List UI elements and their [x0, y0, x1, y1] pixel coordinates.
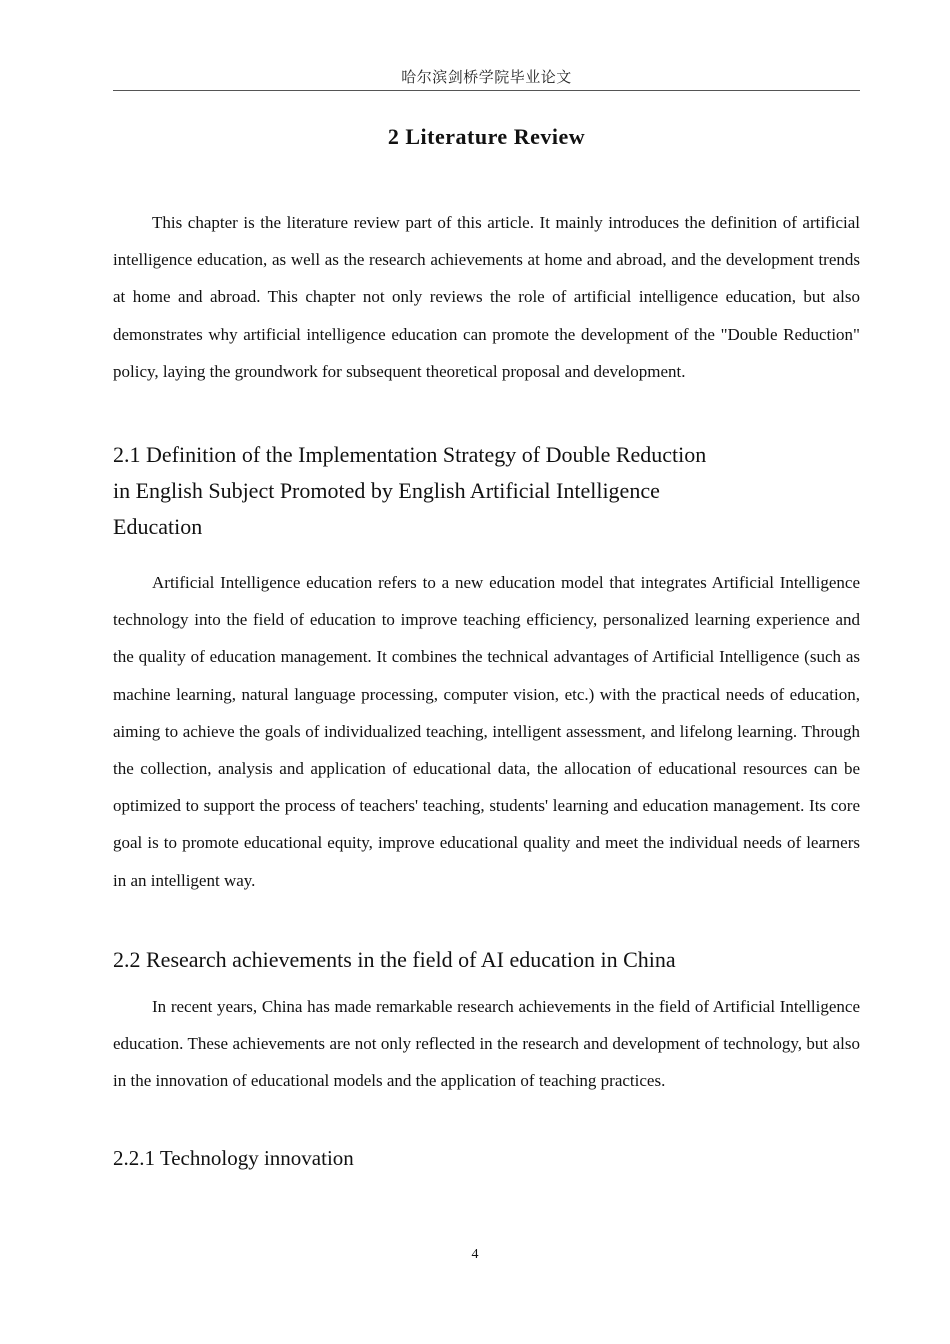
- page-number: 4: [471, 1247, 479, 1262]
- section-2-1-paragraph: Artificial Intelligence education refers to a new education model that integrates Artificial Intelligence technology into the field of education to improve teaching efficiency, personalized learning experience and the quality of education management. It combines the technical advantages of Artificial Intelligence (such as machine learning, natural language processing, computer vision, etc.) with the practical needs of education, aiming to achieve the goals of individualized teaching, intelligent assessment, and lifelong learning. Through the collection, analysis and application of educational data, the allocation of educational resources can be optimized to support the process of teachers' teaching, students' learning and education management. Its core goal is to promote educational equity, improve educational quality and meet the individual needs of learners in an intelligent way.: [113, 573, 860, 890]
- chapter-title: 2 Literature Review: [387, 124, 586, 149]
- section-2-1-heading: [113, 437, 793, 545]
- header-divider: [113, 90, 860, 91]
- section-2-2-heading: 2.2 Research achievements in the field of AI education in China: [113, 947, 676, 972]
- section-2-2-1-heading: 2.2.1 Technology innovation: [113, 1146, 354, 1170]
- intro-paragraph: This chapter is the literature review part of this article. It mainly introduces the definition of artificial intelligence education, as well as the research achievements at home and abroad, and the development trends at home and abroad. This chapter not only reviews the role of artificial intelligence education, but also demonstrates why artificial intelligence education can promote the development of the "Double Reduction" policy, laying the groundwork for subsequent theoretical proposal and development.: [113, 213, 860, 381]
- section-2-1-heading-line3: Education: [113, 514, 203, 539]
- section-2-1-heading-line1: 2.1 Definition of the Implementation Strategy of Double Reduction: [113, 442, 707, 467]
- section-2-1-heading-line2: in English Subject Promoted by English Artificial Intelligence: [113, 478, 660, 503]
- running-header: 哈尔滨剑桥学院毕业论文: [401, 70, 572, 86]
- section-2-2-paragraph: In recent years, China has made remarkable research achievements in the field of Artificial Intelligence education. These achievements are not only reflected in the research and development of technology, but also in the innovation of educational models and the application of teaching practices.: [113, 997, 860, 1091]
